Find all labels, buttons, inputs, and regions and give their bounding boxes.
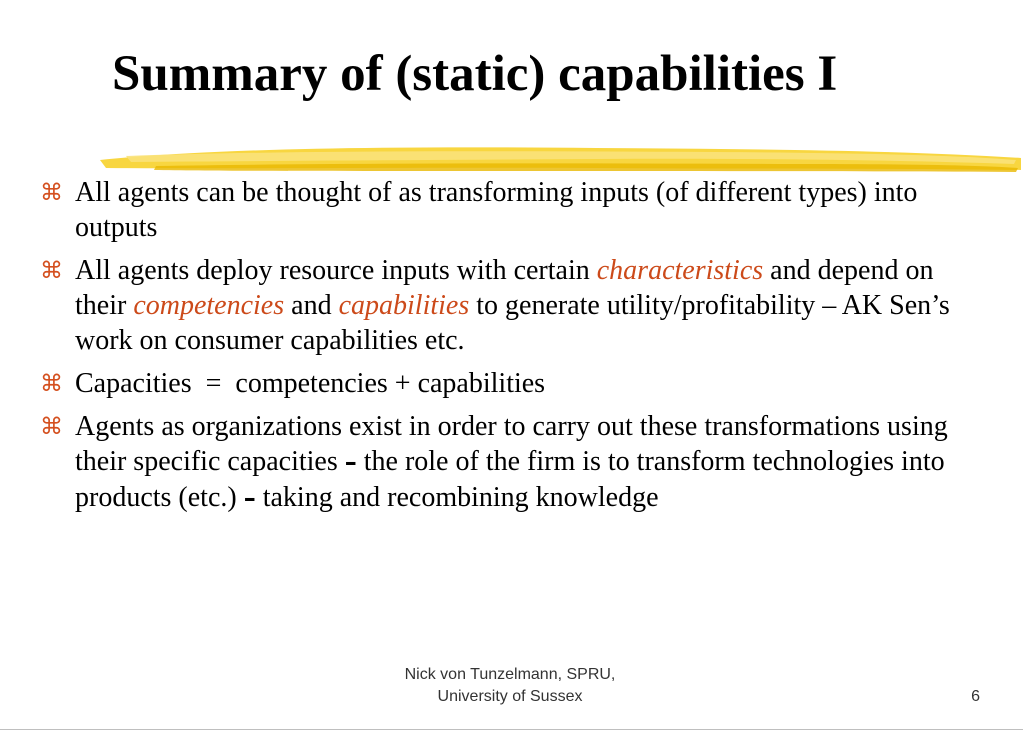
- bullet-text: taking and recombining knowledge: [255, 482, 659, 513]
- bullet-list: [40, 175, 980, 524]
- bottom-divider: [0, 729, 1023, 730]
- bullet-text: and: [284, 290, 339, 321]
- bullet-item: [40, 253, 980, 358]
- bullet-text: Agents as organizations exist in order to carry out these transformations using their specific capacities: [75, 411, 948, 477]
- bullet-text: All agents can be thought of as transforming inputs (of different types) into outputs: [75, 177, 918, 243]
- slide-footer: [340, 664, 680, 708]
- dash-separator: –: [243, 484, 256, 512]
- highlighted-term: characteristics: [596, 255, 764, 286]
- place-of-interest-icon: ⌘: [40, 414, 63, 440]
- bullet-item: [40, 409, 980, 516]
- place-of-interest-icon: ⌘: [40, 258, 63, 284]
- highlighted-term: capabilities: [338, 290, 470, 321]
- footer-institution: University of Sussex: [437, 688, 583, 705]
- bullet-text: and depend on their: [75, 255, 934, 321]
- page-number: 6: [971, 688, 980, 705]
- bullet-text: to generate utility/profitability – AK Sen’s work on consumer capabilities etc.: [75, 290, 950, 356]
- bullet-text: Capacities = competencies + capabilities: [75, 368, 546, 399]
- place-of-interest-icon: ⌘: [40, 180, 63, 206]
- dash-separator: –: [344, 448, 357, 476]
- bullet-text: the role of the firm is to transform technologies into products (etc.): [75, 446, 945, 513]
- slide-title: Summary of (static) capabilities I: [112, 46, 838, 102]
- bullet-item: [40, 175, 980, 245]
- bullet-text: All agents deploy resource inputs with certain: [75, 255, 597, 286]
- highlighter-stroke: [96, 138, 1023, 180]
- footer-author: Nick von Tunzelmann, SPRU,: [404, 666, 616, 683]
- bullet-item: [40, 366, 980, 401]
- place-of-interest-icon: ⌘: [40, 371, 63, 397]
- highlighted-term: competencies: [133, 290, 285, 321]
